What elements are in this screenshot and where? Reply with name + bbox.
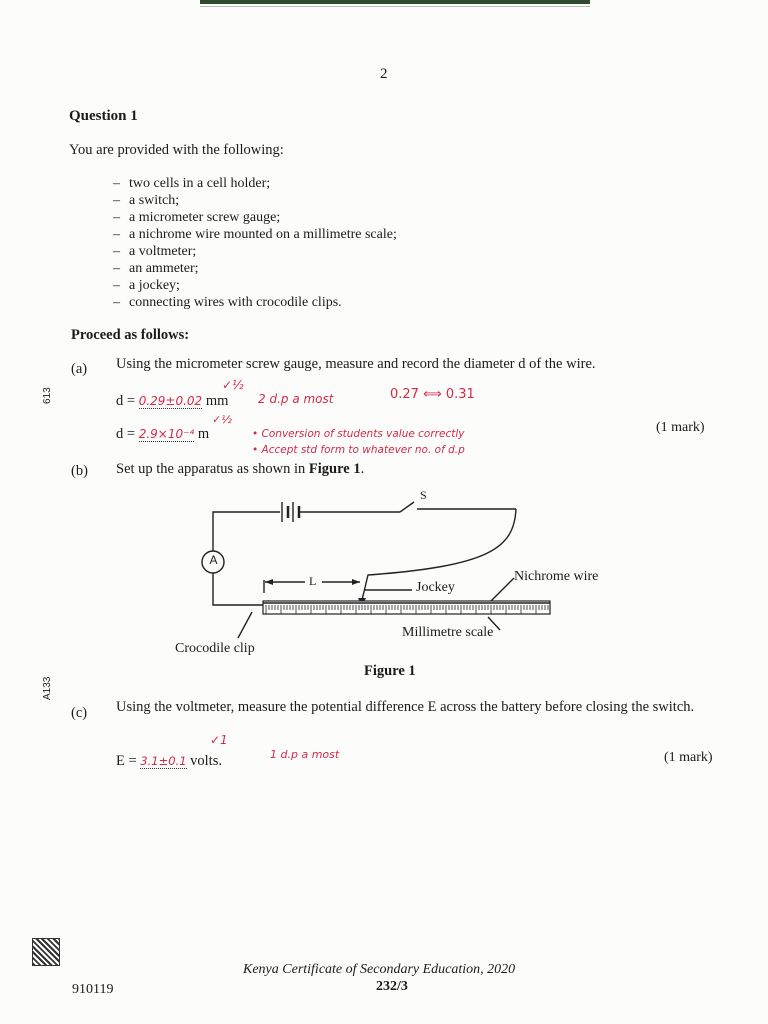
switch-label: S — [420, 488, 427, 502]
question-title: Question 1 — [69, 108, 138, 124]
d-mm-range: 0.27 ⟺ 0.31 — [390, 387, 475, 402]
list-item: – a jockey; — [113, 277, 397, 294]
e-value: 3.1±0.1 — [140, 754, 187, 768]
footer-title: Kenya Certificate of Secondary Education, 2020 — [243, 962, 516, 977]
e-answer-line — [116, 753, 222, 770]
d-mm-value: 0.29±0.02 — [138, 394, 203, 408]
list-item: – a nichrome wire mounted on a millimetre scale; — [113, 226, 397, 243]
e-note: 1 d.p a most — [270, 748, 340, 761]
paper-code: 232/3 — [376, 979, 408, 994]
part-c-text: Using the voltmeter, measure the potential difference E across the battery before closing the switch. — [116, 699, 695, 715]
part-a-mark: (1 mark) — [656, 420, 705, 435]
e-tick: ✓1 — [210, 733, 228, 747]
wire-left-bottom — [213, 573, 268, 605]
page-number: 2 — [380, 66, 388, 82]
d-m-prefix: d = — [116, 426, 139, 442]
jockey-label: Jockey — [416, 580, 455, 595]
d-m-tick: ✓½ — [212, 413, 232, 426]
length-label: L — [309, 574, 317, 588]
qr-code-icon — [32, 938, 60, 966]
list-item: – a switch; — [113, 192, 397, 209]
d-m-value: 2.9×10⁻⁴ — [138, 427, 195, 441]
part-a-label: (a) — [71, 361, 88, 377]
list-item: – connecting wires with crocodile clips. — [113, 294, 397, 311]
e-unit: volts. — [190, 753, 222, 769]
part-b-label: (b) — [71, 463, 88, 479]
figure-caption: Figure 1 — [364, 663, 416, 679]
d-m-note-1: • Conversion of students value correctly — [252, 428, 465, 440]
d-m-unit: m — [197, 426, 210, 442]
wire-left-top — [213, 512, 280, 551]
clip-pointer — [238, 612, 252, 638]
intro-text: You are provided with the following: — [69, 142, 284, 158]
margin-code-613: 613 — [42, 387, 53, 404]
part-b-text-start: Set up the apparatus as shown in — [116, 461, 309, 477]
e-prefix: E = — [116, 753, 141, 769]
margin-code-a133: A133 — [42, 676, 53, 700]
crocodile-clip-label: Crocodile clip — [175, 641, 255, 656]
d-mm-tick: ✓½ — [222, 378, 244, 392]
footer-code: 910119 — [72, 982, 114, 997]
list-item: – two cells in a cell holder; — [113, 175, 397, 192]
list-item: – a micrometer screw gauge; — [113, 209, 397, 226]
ammeter-label: A — [209, 553, 218, 567]
part-c-label: (c) — [71, 705, 88, 721]
d-mm-unit: mm — [205, 393, 229, 409]
millimetre-scale-label: Millimetre scale — [402, 625, 494, 640]
part-c-mark: (1 mark) — [664, 750, 713, 765]
length-arrowhead-right — [352, 579, 360, 585]
part-a-text: Using the micrometer screw gauge, measure and record the diameter d of the wire. — [116, 356, 596, 372]
d-mm-note: 2 d.p a most — [258, 392, 334, 406]
switch-blade — [400, 502, 414, 512]
length-arrowhead-left — [265, 579, 273, 585]
proceed-heading: Proceed as follows: — [71, 327, 190, 343]
wire-pointer — [490, 578, 514, 602]
list-item: – a voltmeter; — [113, 243, 397, 260]
part-b-figure-ref: Figure 1 — [308, 461, 361, 477]
d-m-note-2: • Accept std form to whatever no. of d.p — [252, 444, 465, 456]
list-item: – an ammeter; — [113, 260, 397, 277]
nichrome-wire-label: Nichrome wire — [514, 569, 599, 584]
part-b-text-end: . — [360, 461, 365, 477]
d-mm-prefix: d = — [116, 393, 139, 409]
